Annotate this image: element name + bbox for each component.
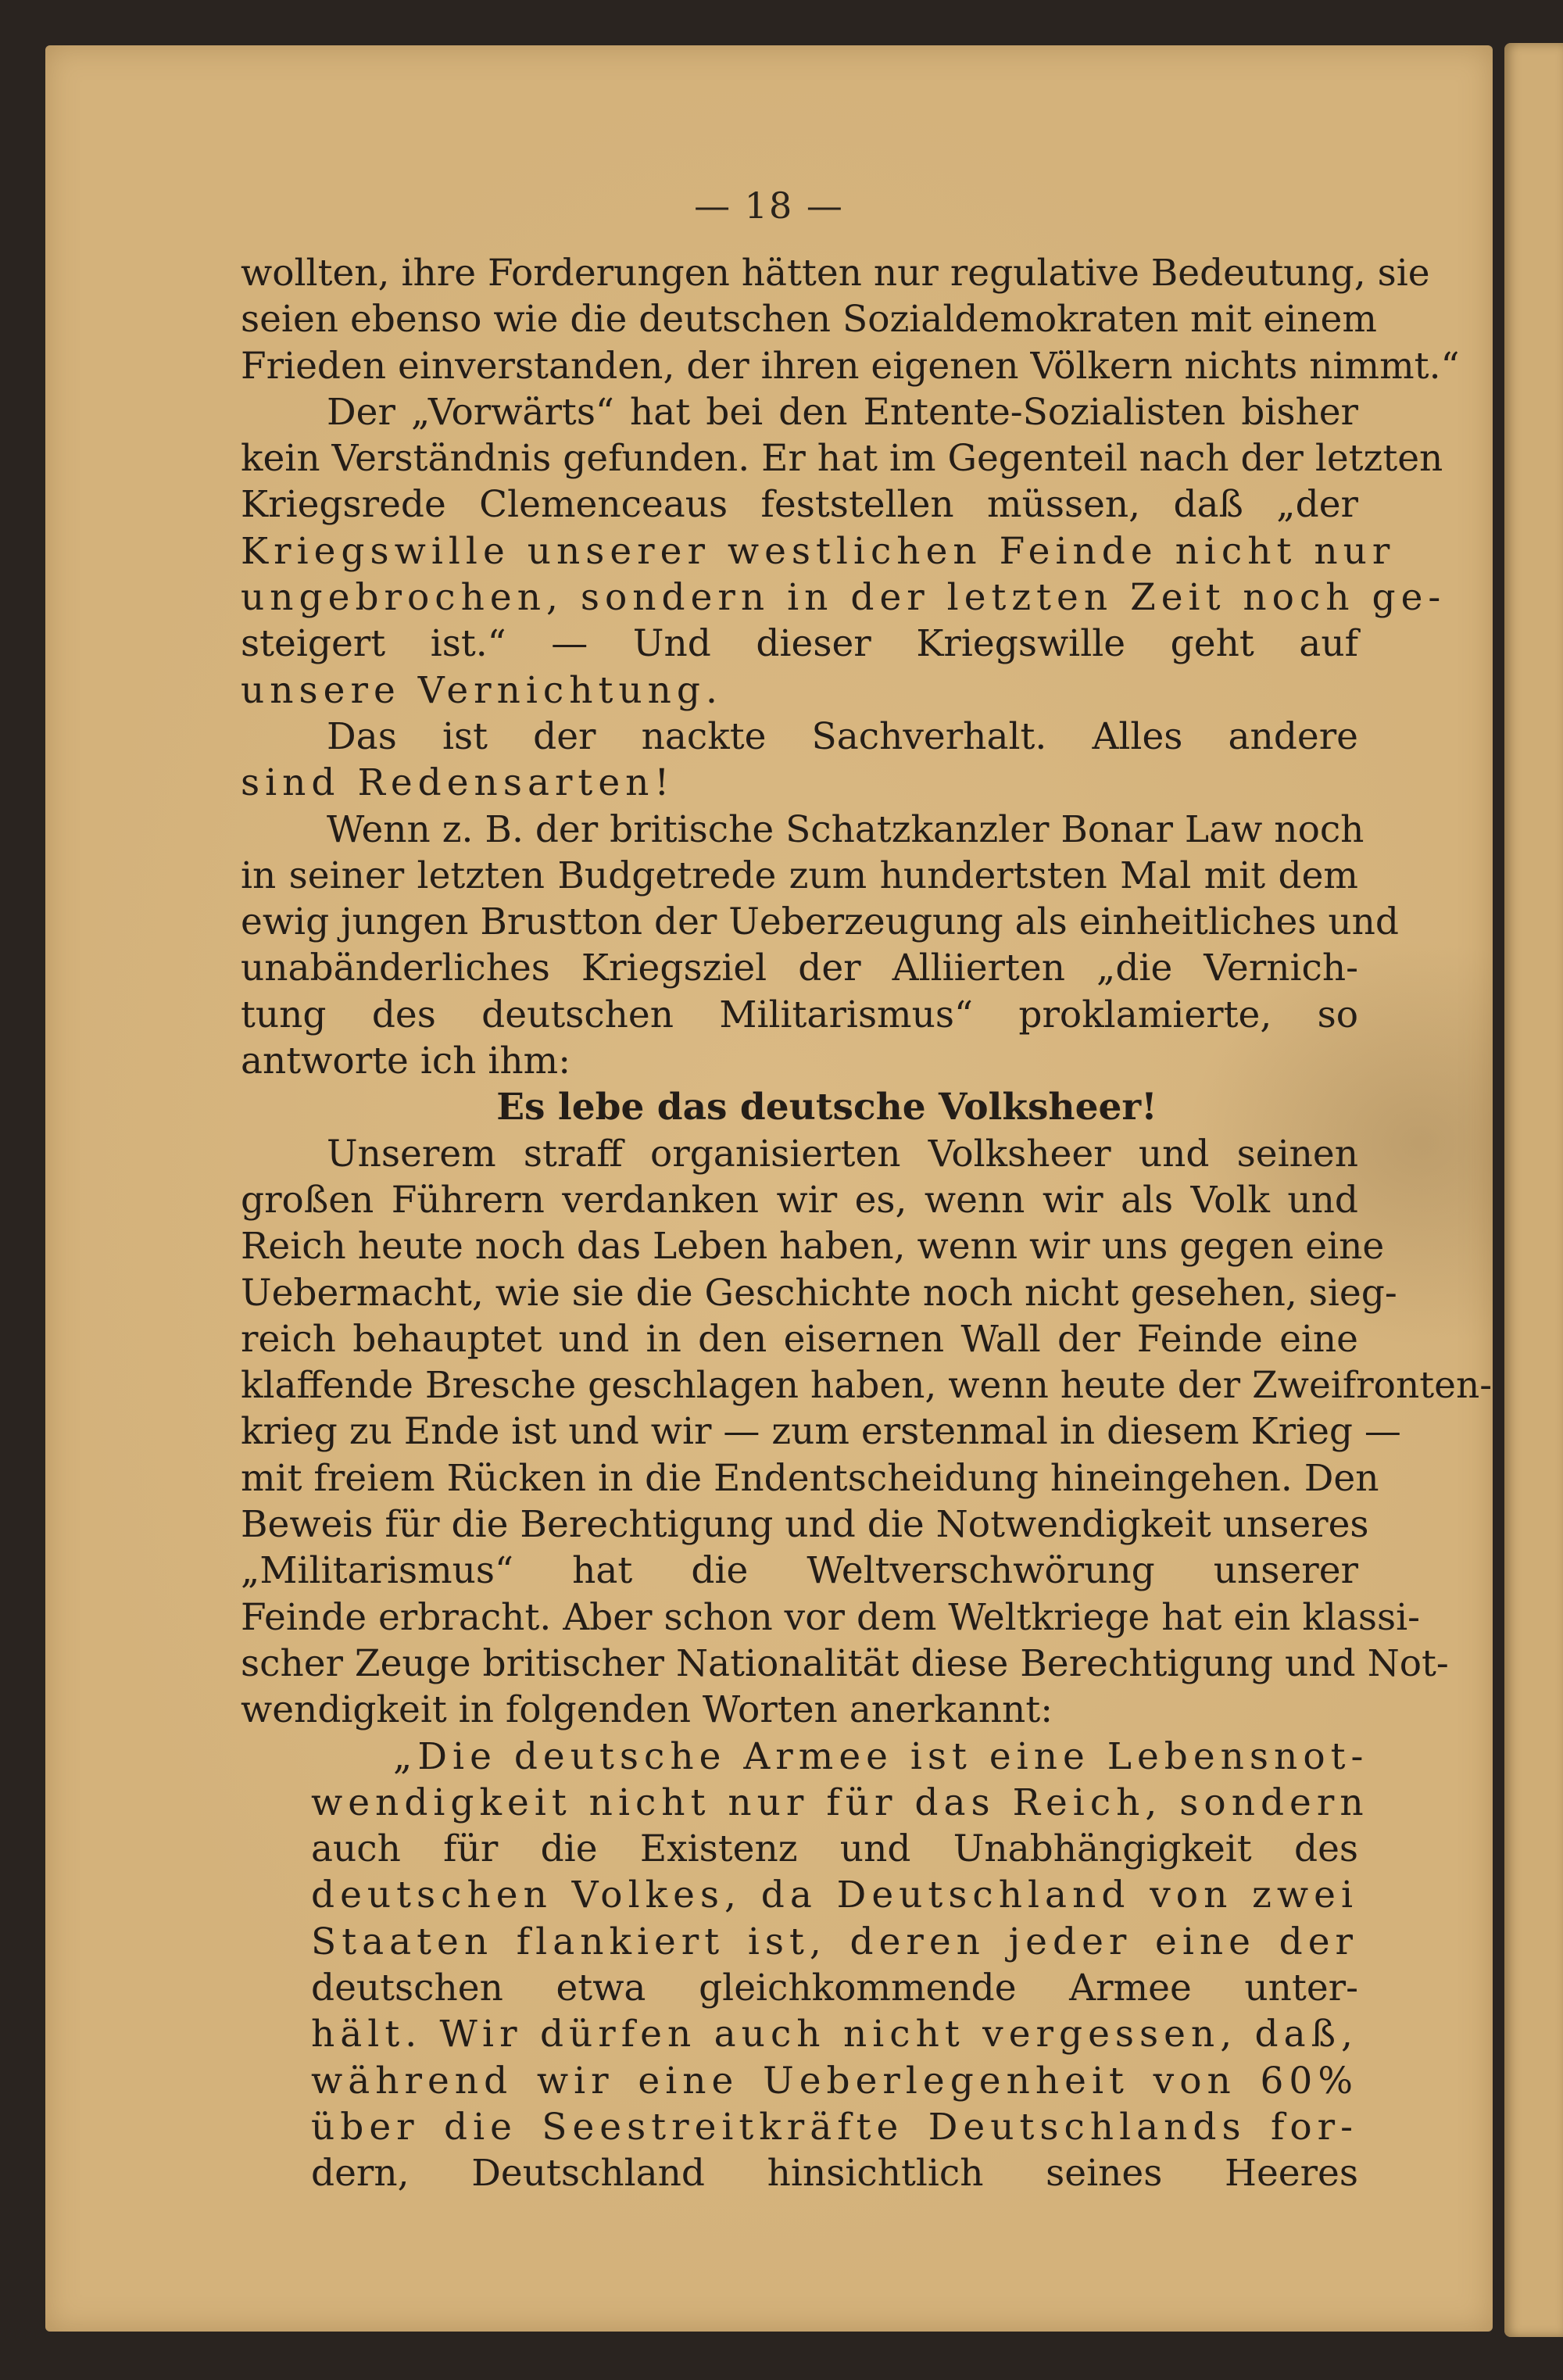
- text-line: scher Zeuge britischer Nationalität diese Berechtigung und Not-: [241, 1641, 1449, 1685]
- text-line: klaffende Bresche geschlagen haben, wenn heute der Zweifronten-: [241, 1364, 1493, 1408]
- text-line: unabänderliches Kriegsziel der Alliierten „die Vernich-: [241, 947, 1358, 990]
- text-line: tung des deutschen Militarismus“ proklamierte, so: [241, 993, 1358, 1036]
- text-line: deutschen etwa gleichkommende Armee unter-: [311, 1966, 1358, 2010]
- text-line: seien ebenso wie die deutschen Sozialdemokraten mit einem: [241, 298, 1377, 342]
- facing-page-edge: [1504, 43, 1563, 2337]
- text-line: großen Führern verdanken wir es, wenn wir als Volk und: [241, 1178, 1358, 1222]
- text-line: Staaten flankiert ist, deren jeder eine der: [311, 1920, 1358, 1963]
- text-line: reich behauptet und in den eisernen Wall der Feinde eine: [241, 1317, 1358, 1361]
- text-line: Uebermacht, wie sie die Geschichte noch nicht gesehen, sieg-: [241, 1271, 1397, 1315]
- text-line: über die Seestreitkräfte Deutschlands for-: [311, 2105, 1358, 2149]
- text-line: Der „Vorwärts“ hat bei den Entente-Sozialisten bisher: [327, 390, 1358, 434]
- text-line: „Militarismus“ hat die Weltverschwörung unserer: [241, 1549, 1358, 1593]
- text-line: Feinde erbracht. Aber schon vor dem Weltkriege hat ein klassi-: [241, 1595, 1421, 1639]
- text-line: deutschen Volkes, da Deutschland von zwei: [311, 1874, 1358, 1917]
- text-line: Wenn z. B. der britische Schatzkanzler Bonar Law noch: [327, 807, 1364, 851]
- text-line: dern, Deutschland hinsichtlich seines Heeres: [311, 2152, 1358, 2196]
- text-line: Frieden einverstanden, der ihren eigenen Völkern nichts nimmt.“: [241, 344, 1460, 388]
- text-line: unsere Vernichtung.: [241, 668, 723, 712]
- text-line: wollten, ihre Forderungen hätten nur regulative Bedeutung, sie: [241, 252, 1430, 295]
- text-line: krieg zu Ende ist und wir — zum erstenmal in diesem Krieg —: [241, 1410, 1401, 1454]
- body-text: [241, 250, 1493, 2196]
- section-heading: Es lebe das deutsche Volksheer!: [496, 1086, 1157, 1129]
- text-line: Unserem straff organisierten Volksheer und seinen: [327, 1132, 1358, 1176]
- text-line: während wir eine Ueberlegenheit von 60%: [311, 2059, 1358, 2103]
- text-line: antworte ich ihm:: [241, 1040, 571, 1083]
- text-line: „Die deutsche Armee ist eine Lebensnot-: [393, 1734, 1369, 1778]
- page-number: — 18 —: [694, 184, 844, 227]
- text-line: in seiner letzten Budgetrede zum hundertsten Mal mit dem: [241, 854, 1358, 897]
- text-line: mit freiem Rücken in die Endentscheidung hineingehen. Den: [241, 1456, 1379, 1500]
- text-line: Kriegsrede Clemenceaus feststellen müssen, daß „der: [241, 483, 1358, 527]
- text-line: kein Verständnis gefunden. Er hat im Gegenteil nach der letzten: [241, 437, 1443, 481]
- text-line: auch für die Existenz und Unabhängigkeit des: [311, 1827, 1358, 1871]
- text-line: ungebrochen, sondern in der letzten Zeit noch ge-: [241, 576, 1447, 620]
- text-line: Beweis für die Berechtigung und die Notwendigkeit unseres: [241, 1503, 1369, 1547]
- text-line: hält. Wir dürfen auch nicht vergessen, daß,: [311, 2013, 1358, 2056]
- text-line: Reich heute noch das Leben haben, wenn wir uns gegen eine: [241, 1225, 1385, 1269]
- text-line: steigert ist.“ — Und dieser Kriegswille geht auf: [241, 622, 1358, 666]
- text-line: wendigkeit in folgenden Worten anerkannt:: [241, 1688, 1053, 1732]
- text-line: Kriegswille unserer westlichen Feinde nicht nur: [241, 529, 1396, 573]
- book-page: [45, 45, 1493, 2332]
- text-line: Das ist der nackte Sachverhalt. Alles andere: [327, 714, 1358, 758]
- text-line: wendigkeit nicht nur für das Reich, sondern: [311, 1781, 1369, 1824]
- text-line: ewig jungen Brustton der Ueberzeugung als einheitliches und: [241, 900, 1399, 944]
- text-line: sind Redensarten!: [241, 761, 675, 805]
